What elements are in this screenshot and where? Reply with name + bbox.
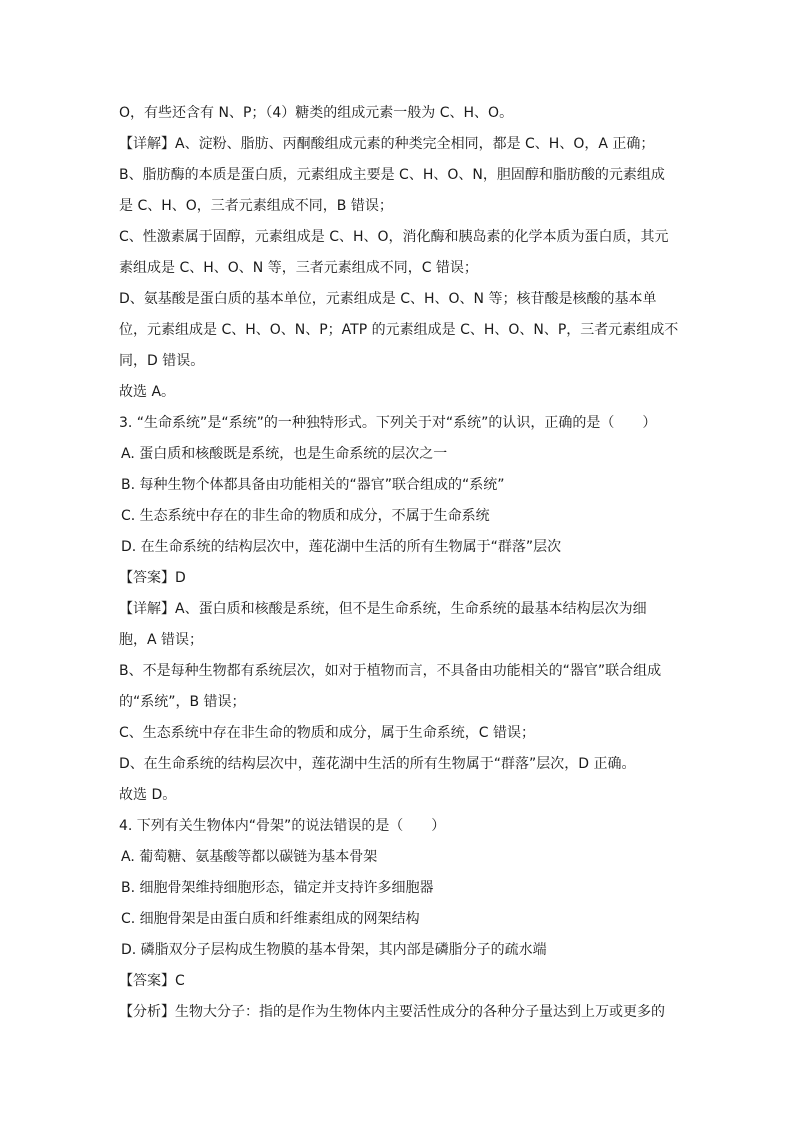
option-a: A. 蛋白质和核酸既是系统，也是生命系统的层次之一 bbox=[121, 446, 448, 462]
answer-label: 【答案】C bbox=[119, 973, 185, 989]
text-line: D、在生命系统的结构层次中，莲花湖中生活的所有生物属于“群落”层次，D 正确。 bbox=[119, 756, 636, 772]
text-line: 胞，A 错误； bbox=[119, 632, 204, 648]
text-line: O，有些还含有 N、P；（4）糖类的组成元素一般为 C、H、O。 bbox=[119, 105, 514, 121]
text-line: 【详解】A、蛋白质和核酸是系统，但不是生命系统，生命系统的最基本结构层次为细 bbox=[119, 601, 647, 617]
option-d: D. 在生命系统的结构层次中，莲花湖中生活的所有生物属于“群落”层次 bbox=[121, 539, 562, 555]
option-b: B. 每种生物个体都具备由功能相关的“器官”联合组成的“系统” bbox=[121, 477, 505, 493]
question-stem: 4. 下列有关生物体内“骨架”的说法错误的是（ ） bbox=[119, 818, 446, 834]
text-line: 是 C、H、O，三者元素组成不同，B 错误； bbox=[119, 198, 393, 214]
text-line: D、氨基酸是蛋白质的基本单位，元素组成是 C、H、O、N 等；核苷酸是核酸的基本单 bbox=[119, 291, 657, 307]
text-line: 同，D 错误。 bbox=[119, 353, 205, 369]
option-b: B. 细胞骨架维持细胞形态，锚定并支持许多细胞器 bbox=[121, 880, 434, 896]
text-line: 【详解】A、淀粉、脂肪、丙酮酸组成元素的种类完全相同，都是 C、H、O，A 正确； bbox=[119, 136, 655, 152]
text-line: C、性激素属于固醇，元素组成是 C、H、O，消化酶和胰岛素的化学本质为蛋白质，其元 bbox=[119, 229, 669, 245]
answer-label: 【答案】D bbox=[119, 570, 186, 586]
option-d: D. 磷脂双分子层构成生物膜的基本骨架，其内部是磷脂分子的疏水端 bbox=[121, 942, 547, 958]
text-line: 的“系统”，B 错误； bbox=[119, 694, 246, 710]
text-line: B、脂肪酶的本质是蛋白质，元素组成主要是 C、H、O、N，胆固醇和脂肪酸的元素组成 bbox=[119, 167, 665, 183]
text-line: C、生态系统中存在非生命的物质和成分，属于生命系统，C 错误； bbox=[119, 725, 535, 741]
text-line: 故选 A。 bbox=[119, 384, 176, 400]
option-c: C. 细胞骨架是由蛋白质和纤维素组成的网架结构 bbox=[121, 911, 420, 927]
text-line: 【分析】生物大分子：指的是作为生物体内主要活性成分的各种分子量达到上万或更多的 bbox=[119, 1004, 665, 1020]
text-line: 素组成是 C、H、O、N 等，三者元素组成不同，C 错误； bbox=[119, 260, 478, 276]
option-c: C. 生态系统中存在的非生命的物质和成分，不属于生命系统 bbox=[121, 508, 490, 524]
question-stem: 3. “生命系统”是“系统”的一种独特形式。下列关于对“系统”的认识，正确的是（ ） bbox=[119, 415, 657, 431]
text-line: B、不是每种生物都有系统层次，如对于植物而言，不具备由功能相关的“器官”联合组成 bbox=[119, 663, 662, 679]
text-line: 故选 D。 bbox=[119, 787, 177, 803]
option-a: A. 葡萄糖、氨基酸等都以碳链为基本骨架 bbox=[121, 849, 378, 865]
text-line: 位，元素组成是 C、H、O、N、P；ATP 的元素组成是 C、H、O、N、P，三者元素组成不 bbox=[119, 322, 679, 338]
